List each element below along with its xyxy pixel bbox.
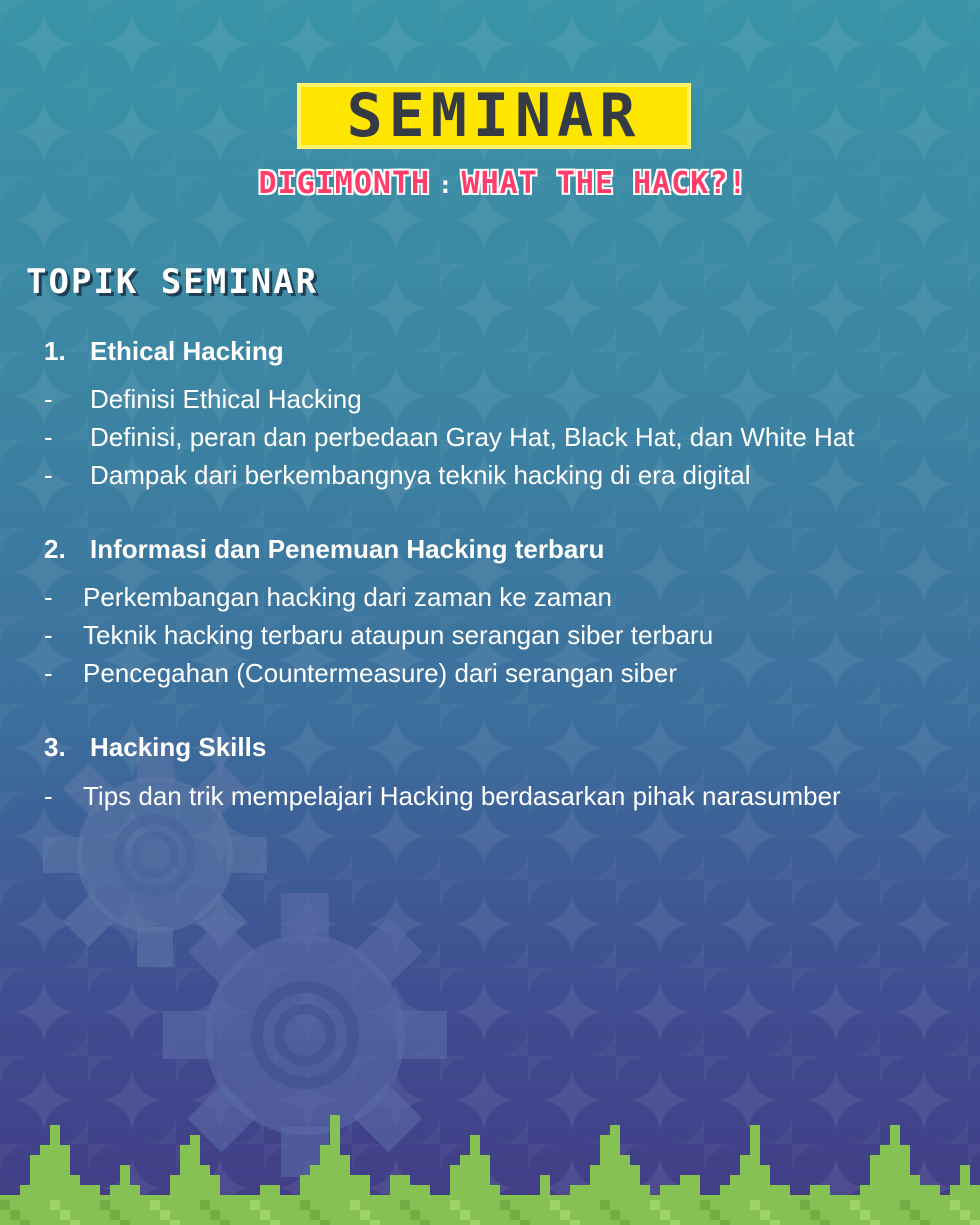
subtitle-separator: : <box>438 171 454 199</box>
list-item-text: Teknik hacking terbaru ataupun serangan siber terbaru <box>83 620 714 650</box>
list-item <box>44 620 713 651</box>
bullet-dash: - <box>44 422 53 452</box>
list-item-text: Perkembangan hacking dari zaman ke zaman <box>83 582 612 612</box>
bullet-dash: - <box>44 460 53 490</box>
list-item-text: Definisi Ethical Hacking <box>90 384 362 414</box>
pixel-grass <box>0 1095 980 1225</box>
list-item <box>44 384 362 415</box>
list-item-text: Definisi, peran dan perbedaan Gray Hat, Black Hat, dan White Hat <box>90 422 855 452</box>
bullet-dash: - <box>44 781 53 811</box>
list-item <box>44 781 841 812</box>
list-item <box>44 658 677 689</box>
topic-title-text: Hacking Skills <box>90 732 267 762</box>
page-title: SEMINAR <box>346 81 642 151</box>
topic-number: 2. <box>44 534 66 564</box>
list-item-text: Pencegahan (Countermeasure) dari serangan siber <box>83 658 678 688</box>
list-item <box>44 460 750 491</box>
bullet-dash: - <box>44 582 53 612</box>
topic-title <box>44 336 284 367</box>
bullet-dash: - <box>44 658 53 688</box>
topic-title-text: Ethical Hacking <box>90 336 284 366</box>
topic-number: 3. <box>44 732 66 762</box>
title-banner <box>297 83 691 149</box>
bullet-dash: - <box>44 620 53 650</box>
event-subtitle <box>0 166 980 201</box>
subtitle-event-name: DIGIMONTH <box>258 166 431 201</box>
bullet-dash: - <box>44 384 53 414</box>
subtitle-theme: WHAT THE HACK?! <box>461 166 748 201</box>
list-item <box>44 582 612 613</box>
list-item-text: Dampak dari berkembangnya teknik hacking di era digital <box>90 460 751 490</box>
topic-title <box>44 732 266 763</box>
section-heading: TOPIK SEMINAR <box>26 262 319 302</box>
topic-title-text: Informasi dan Penemuan Hacking terbaru <box>90 534 605 564</box>
grass-blocks <box>0 1115 980 1225</box>
topic-title <box>44 534 604 565</box>
topic-number: 1. <box>44 336 66 366</box>
list-item-text: Tips dan trik mempelajari Hacking berdasarkan pihak narasumber <box>83 781 841 811</box>
list-item <box>44 422 855 453</box>
